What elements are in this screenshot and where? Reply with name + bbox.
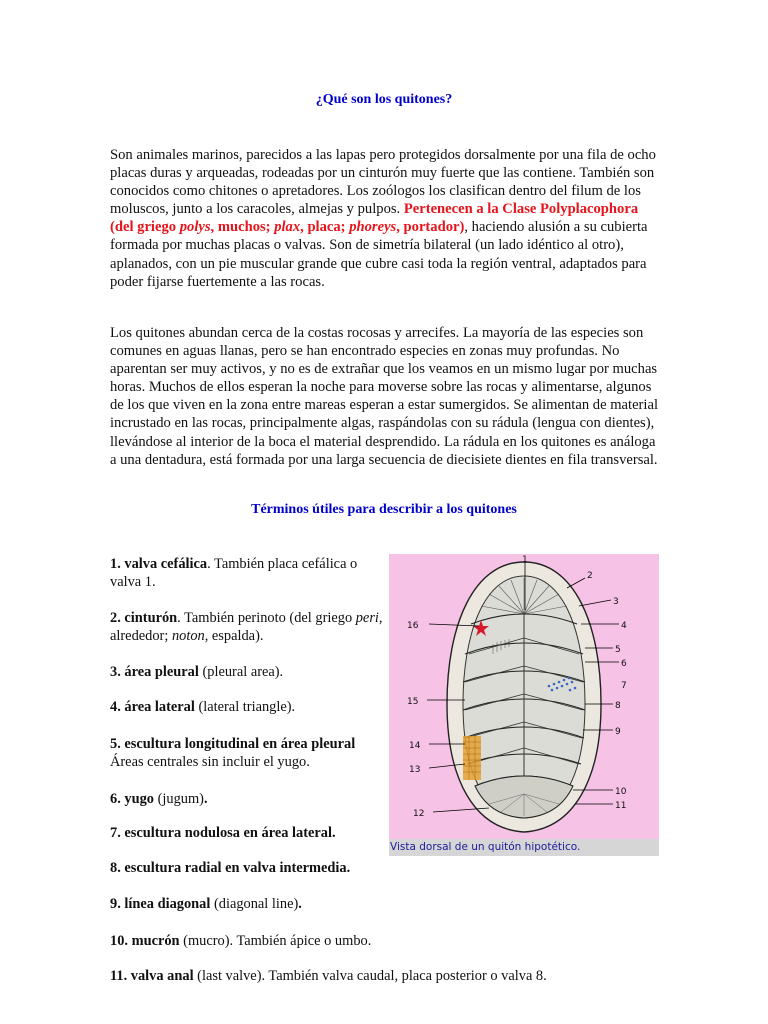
term-description: (last valve). También valva caudal, placa posterior o valva 8.: [193, 968, 547, 984]
term-name: 2. cinturón: [110, 610, 178, 626]
term-name: 9. línea diagonal: [110, 896, 211, 912]
term-name: 7. escultura nodulosa en área lateral.: [110, 825, 336, 841]
term-tail: .: [298, 896, 302, 912]
label-11: 11: [615, 801, 627, 811]
term-description: (diagonal line): [210, 896, 299, 912]
term-description: (jugum): [153, 791, 204, 807]
term-item-8: [110, 859, 390, 877]
label-16: 16: [407, 621, 419, 631]
highlight-term-plax: plax: [274, 219, 301, 236]
label-5: 5: [615, 645, 621, 655]
term-description: (lateral triangle).: [194, 699, 296, 715]
term-name: 3. área pleural: [110, 664, 199, 680]
term-greek-peri: peri: [355, 610, 379, 626]
paragraph-habitat: Los quitones abundan cerca de la costas rocosas y arrecifes. La mayoría de las especies son comunes en aguas llanas, pero se han encontrado especies en zonas muy profundas. No aparentan ser muy activos, y no es de extrañar que los veamos en un mismo lugar por muchas horas. Muchos de ellos esperan la noche para moverse sobre las rocas y alimentarse, algunos de los que viven en la zona entre mareas esperan a estar sumergidos. Se alimentan de material incrustado en las rocas, principalmente algas, raspándolas con su rádula (lengua con dientes), llevándose al interior de la boca el material desprendido. La rádula en los quitones es análoga a una dentadura, está formada por una larga secuencia de diecisiete dientes en fila transversal.: [110, 325, 658, 468]
label-8: 8: [615, 701, 621, 711]
term-item-6: [110, 790, 390, 808]
highlight-term-phoreys: phoreys: [349, 219, 397, 236]
term-item-4: [110, 698, 390, 716]
highlight-text-3: , placa;: [300, 219, 350, 236]
label-1: 1: [522, 555, 528, 565]
label-6: 6: [621, 659, 627, 669]
figure-caption: Vista dorsal de un quitón hipotético.: [389, 839, 659, 856]
page-title: ¿Qué son los quitones?: [315, 92, 453, 107]
term-description-end: , espalda).: [204, 628, 264, 645]
highlight-text-4: , portador): [396, 219, 465, 236]
term-name: 8. escultura radial en valva intermedia.: [110, 860, 351, 876]
term-item-9: [110, 895, 390, 913]
term-item-2: [110, 609, 390, 646]
highlight-text-1: Pertenecen a la Clase Polyplacophora (del griego: [110, 201, 639, 236]
term-description: . También perinoto (del griego: [177, 610, 356, 626]
label-12: 12: [413, 809, 425, 819]
term-item-10: [110, 932, 390, 950]
term-tail: .: [203, 791, 208, 807]
label-2: 2: [587, 571, 593, 581]
section-subtitle: Términos útiles para describir a los quitones: [251, 502, 517, 517]
label-10: 10: [615, 787, 627, 797]
term-description: (pleural area).: [198, 664, 284, 680]
girdle-scales: [463, 736, 481, 780]
intro-text-2: , haciendo alusión a su cubierta formada por muchas placas o valvas. Son de simetría bilateral (un lado idéntico al otro), aplanados, con un pie muscular grande que cubre casi toda la región ventral, adaptados para poder fijarse fuertemente a las rocas.: [110, 219, 648, 290]
chiton-figure: [389, 554, 659, 856]
label-14: 14: [409, 741, 421, 751]
highlight-term-polys: polys: [179, 219, 211, 236]
term-item-1: [110, 555, 390, 592]
term-description-cont: , alrededor;: [110, 610, 383, 645]
term-name: 10. mucrón: [110, 933, 180, 949]
intro-text-1: Son animales marinos, parecidos a las lapas pero protegidos dorsalmente por una fila de ocho placas duras y arqueadas, rodeadas por un cinturón muy fuerte que las contiene. También son conocidos como chitones o apretadores. Los zoólogos los clasifican dentro del filum de los moluscos, junto a los caracoles, almejas y pulpos.: [110, 147, 656, 218]
paragraph-intro: [110, 146, 660, 291]
term-name: 6. yugo: [110, 791, 154, 807]
term-name: 5. escultura longitudinal en área pleural: [110, 736, 356, 752]
term-item-7: [110, 824, 390, 842]
term-description: Áreas centrales sin incluir el yugo.: [110, 754, 310, 771]
chiton-diagram: [389, 554, 659, 839]
label-15: 15: [407, 697, 419, 707]
term-item-3: [110, 663, 390, 681]
label-4: 4: [621, 621, 627, 631]
term-description: (mucro). También ápice o umbo.: [179, 933, 372, 949]
term-name: 11. valva anal: [110, 968, 194, 984]
label-13: 13: [409, 765, 421, 775]
highlight-text-2: , muchos;: [210, 219, 275, 236]
label-9: 9: [615, 727, 621, 737]
term-item-11: [110, 967, 630, 985]
label-7: 7: [621, 681, 627, 691]
term-item-5: [110, 735, 390, 772]
term-greek-noton: noton: [171, 628, 205, 645]
term-name: 1. valva cefálica: [110, 556, 208, 572]
term-description: . También placa cefálica o valva 1.: [110, 556, 358, 591]
label-3: 3: [613, 597, 619, 607]
term-name: 4. área lateral: [110, 699, 195, 715]
